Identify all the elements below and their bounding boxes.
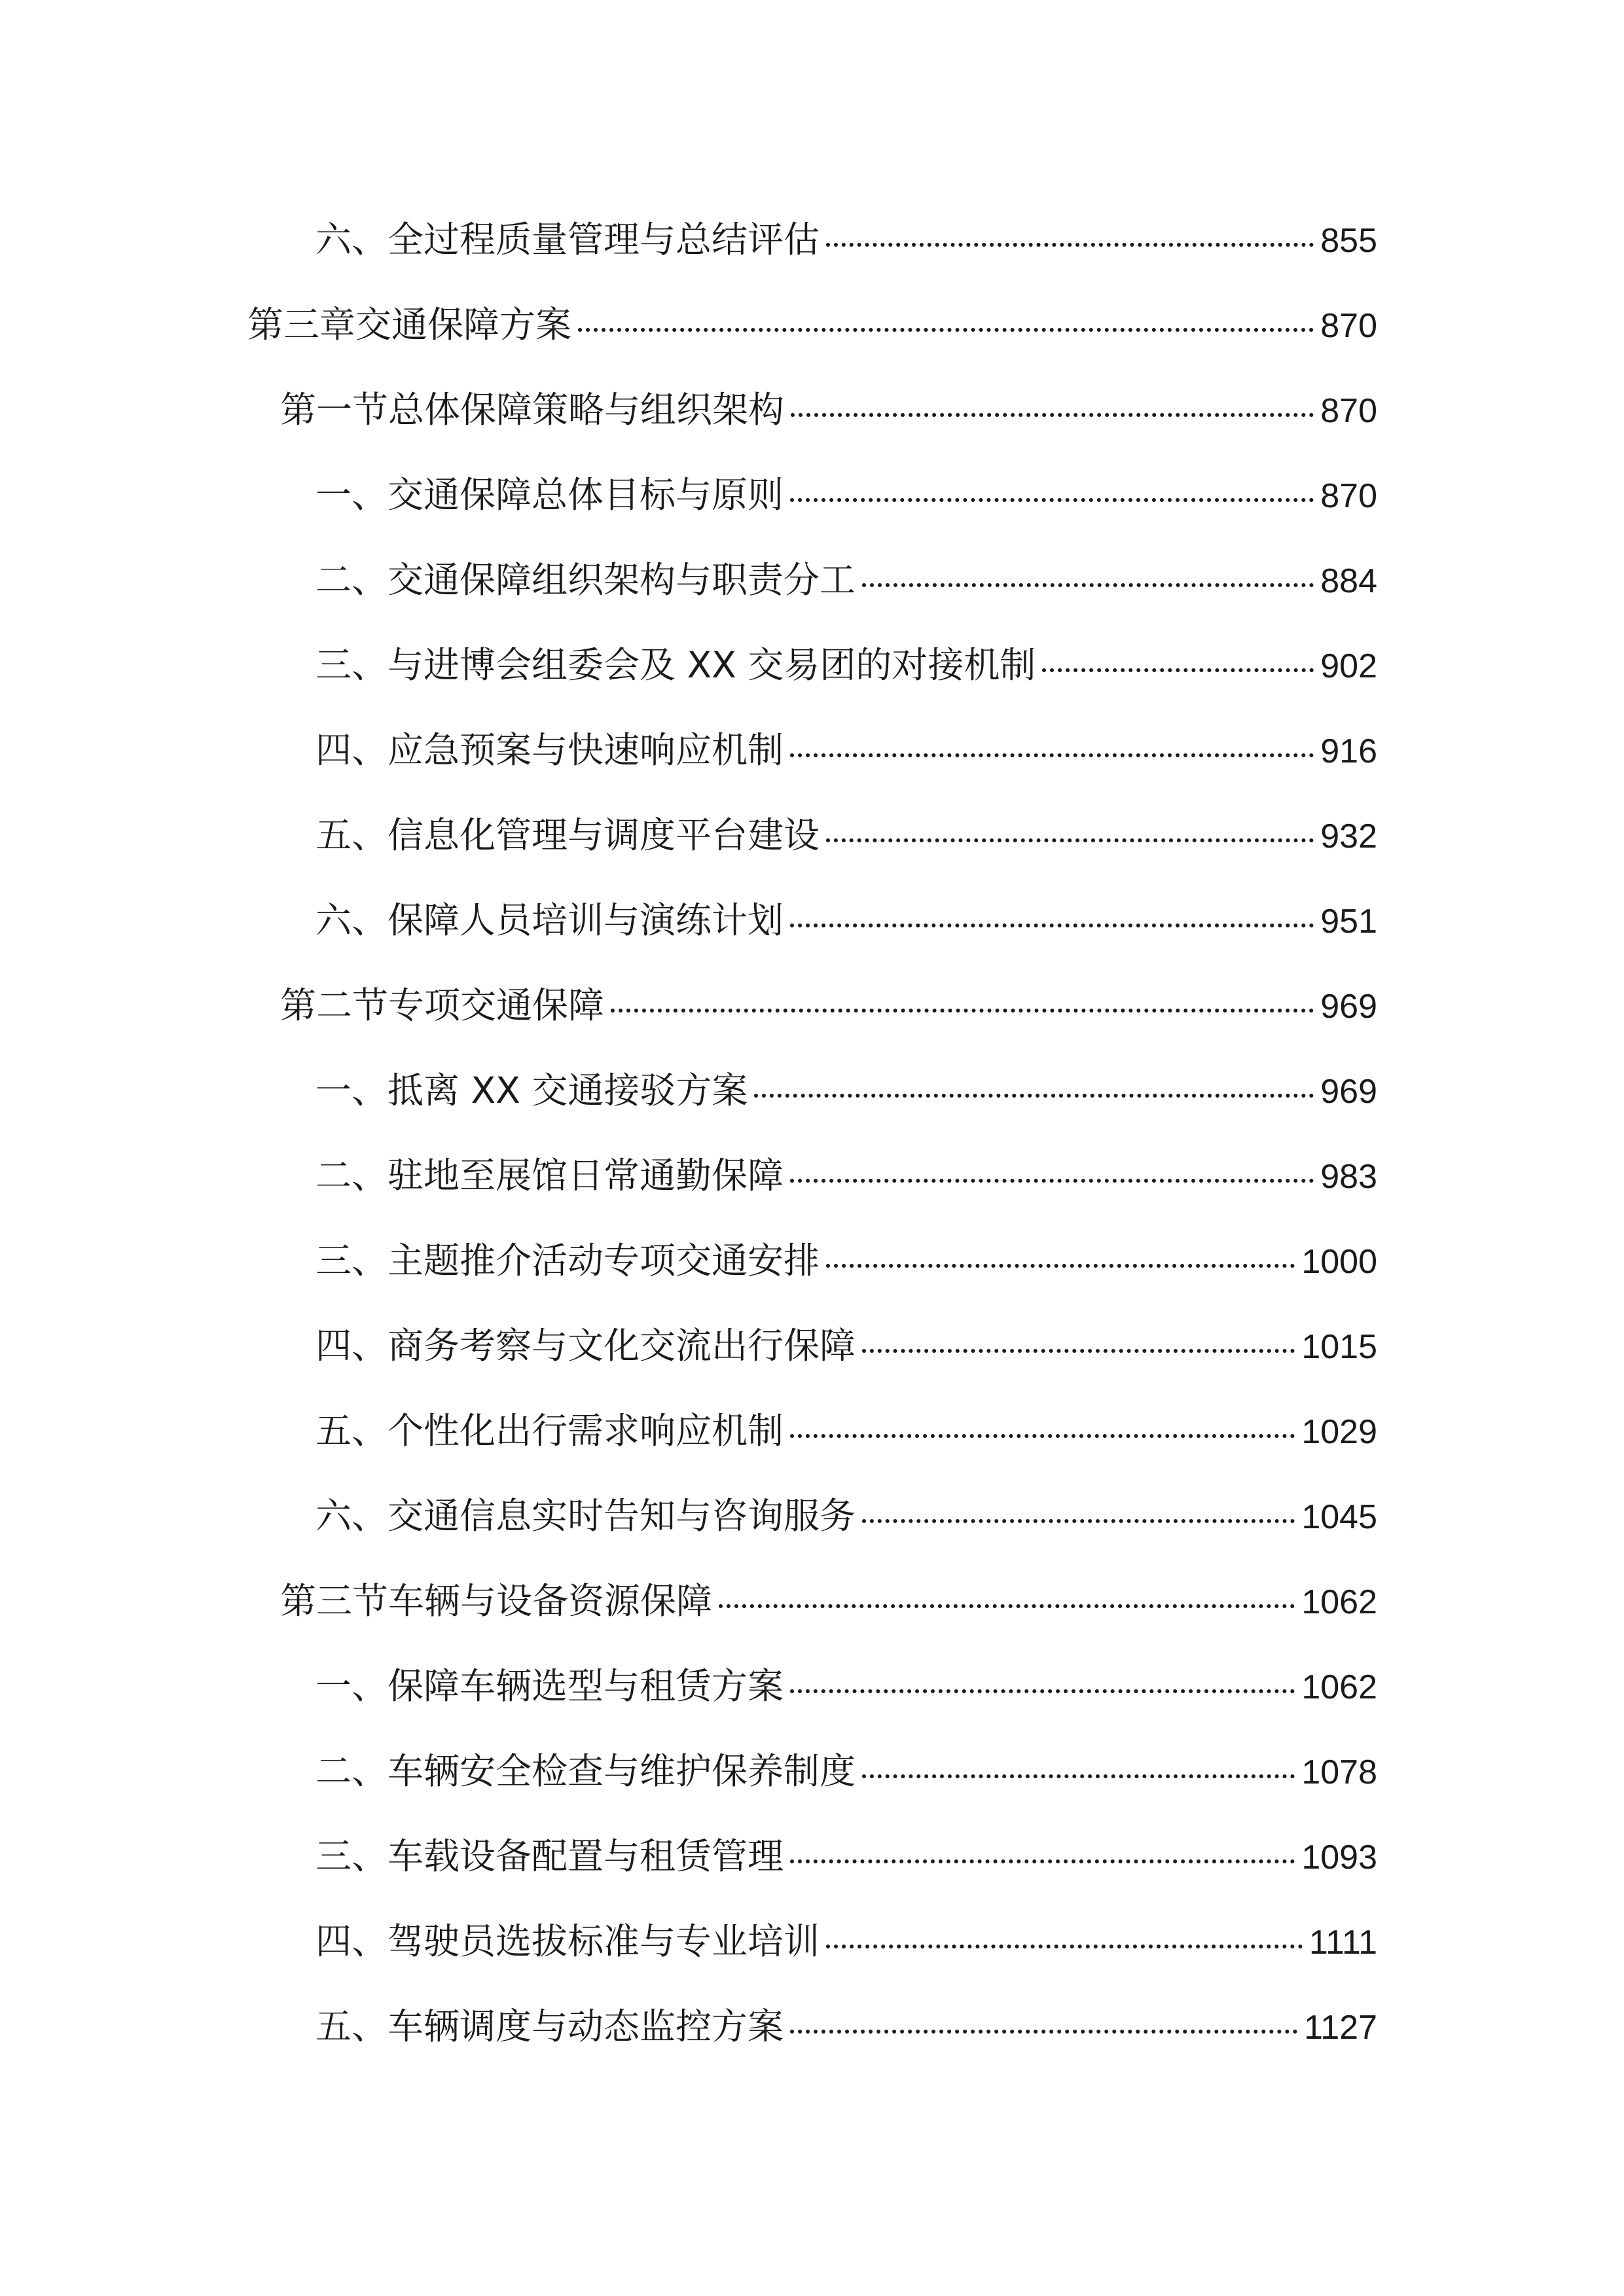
toc-entry[interactable]	[316, 809, 1377, 861]
toc-entry-title: 三、车载设备配置与租赁管理	[316, 1835, 784, 1877]
toc-entry-title: 六、保障人员培训与演练计划	[316, 899, 784, 941]
toc-entry-title: 一、抵离 XX 交通接驳方案	[316, 1069, 748, 1111]
toc-entry[interactable]	[316, 639, 1377, 691]
toc-entry-page: 870	[1320, 477, 1377, 515]
toc-entry-page: 932	[1320, 817, 1377, 855]
toc-entry-title: 三、主题推介活动专项交通安排	[316, 1240, 820, 1282]
dot-leader	[719, 1604, 1295, 1608]
dot-leader	[826, 1945, 1303, 1948]
toc-entry[interactable]	[316, 554, 1377, 606]
toc-entry[interactable]	[316, 894, 1377, 946]
toc-entry-page: 1029	[1301, 1413, 1377, 1451]
toc-entry-title: 五、信息化管理与调度平台建设	[316, 814, 820, 856]
dot-leader	[862, 1349, 1295, 1353]
toc-entry[interactable]	[316, 1319, 1377, 1372]
dot-leader	[578, 328, 1314, 332]
toc-entry-page: 1111	[1308, 1924, 1377, 1962]
toc-entry-title: 第二节专项交通保障	[280, 984, 605, 1026]
dot-leader	[862, 583, 1314, 587]
toc-entry-page: 902	[1320, 647, 1377, 685]
dot-leader	[790, 753, 1314, 757]
toc-entry[interactable]	[280, 384, 1377, 436]
dot-leader	[790, 1689, 1295, 1693]
dot-leader	[826, 1264, 1295, 1268]
toc-entry[interactable]	[316, 1405, 1377, 1457]
dot-leader	[862, 1774, 1295, 1778]
toc-entry[interactable]	[247, 298, 1377, 351]
toc-entry-page: 1078	[1301, 1753, 1377, 1791]
toc-entry-page: 1045	[1301, 1498, 1377, 1536]
dot-leader	[790, 1179, 1314, 1183]
dot-leader	[826, 838, 1314, 842]
toc-entry-page: 969	[1320, 1073, 1377, 1111]
toc-entry-page: 870	[1320, 307, 1377, 345]
toc-entry[interactable]	[316, 1830, 1377, 1882]
dot-leader	[862, 1519, 1295, 1523]
toc-entry-title: 二、驻地至展馆日常通勤保障	[316, 1155, 784, 1196]
toc-entry[interactable]	[316, 724, 1377, 776]
toc-entry[interactable]	[316, 1234, 1377, 1287]
toc-entry[interactable]	[280, 1575, 1377, 1627]
toc-entry-title: 四、驾驶员选拔标准与专业培训	[316, 1920, 820, 1962]
dot-leader	[790, 924, 1314, 927]
toc-entry-title: 第三章交通保障方案	[247, 304, 572, 346]
toc-entry-page: 1093	[1301, 1839, 1377, 1876]
toc-entry-page: 1127	[1304, 2009, 1377, 2047]
toc-entry[interactable]	[316, 1915, 1377, 1967]
toc-entry-page: 870	[1320, 392, 1377, 430]
dot-leader	[791, 413, 1314, 417]
toc-entry-page: 1062	[1301, 1668, 1377, 1706]
toc-entry[interactable]	[316, 213, 1377, 266]
toc-entry-page: 1062	[1301, 1583, 1377, 1621]
toc-entry[interactable]	[316, 1490, 1377, 1542]
toc-entry[interactable]	[316, 1660, 1377, 1712]
toc-entry-title: 五、车辆调度与动态监控方案	[316, 2005, 784, 2047]
toc-entry[interactable]	[316, 469, 1377, 521]
toc-entry[interactable]	[280, 979, 1377, 1031]
toc-entry-title: 三、与进博会组委会及 XX 交易团的对接机制	[316, 644, 1036, 686]
toc-entry[interactable]	[316, 1745, 1377, 1797]
dot-leader	[790, 1859, 1295, 1863]
toc-entry-title: 二、交通保障组织架构与职责分工	[316, 559, 856, 601]
dot-leader	[1042, 668, 1314, 672]
toc-entry[interactable]	[316, 1149, 1377, 1202]
toc-entry-title: 六、全过程质量管理与总结评估	[316, 219, 820, 260]
toc-entry-page: 884	[1320, 562, 1377, 600]
toc-entry-title: 第一节总体保障策略与组织架构	[280, 389, 785, 431]
toc-entry-page: 916	[1320, 732, 1377, 770]
dot-leader	[790, 1434, 1295, 1438]
toc-entry-page: 855	[1320, 222, 1377, 260]
dot-leader	[790, 498, 1314, 502]
dot-leader	[754, 1094, 1314, 1098]
toc-entry-title: 第三节车辆与设备资源保障	[280, 1580, 713, 1622]
toc-entry[interactable]	[316, 1064, 1377, 1117]
toc-entry-title: 六、交通信息实时告知与咨询服务	[316, 1495, 856, 1537]
toc-entry[interactable]	[316, 2000, 1377, 2053]
dot-leader	[790, 2030, 1297, 2034]
toc-entry-title: 四、应急预案与快速响应机制	[316, 729, 784, 771]
toc-entry-title: 一、交通保障总体目标与原则	[316, 474, 784, 516]
toc-entry-title: 四、商务考察与文化交流出行保障	[316, 1325, 856, 1367]
toc-entry-title: 五、个性化出行需求响应机制	[316, 1410, 784, 1452]
toc-entry-page: 1015	[1301, 1328, 1377, 1366]
toc-entry-title: 一、保障车辆选型与租赁方案	[316, 1665, 784, 1707]
dot-leader	[611, 1009, 1314, 1013]
dot-leader	[826, 243, 1314, 247]
toc-entry-page: 1000	[1301, 1243, 1377, 1281]
toc-entry-title: 二、车辆安全检查与维护保养制度	[316, 1750, 856, 1792]
toc-entry-page: 969	[1320, 988, 1377, 1026]
toc-entry-page: 983	[1320, 1158, 1377, 1196]
toc-entry-page: 951	[1320, 903, 1377, 941]
